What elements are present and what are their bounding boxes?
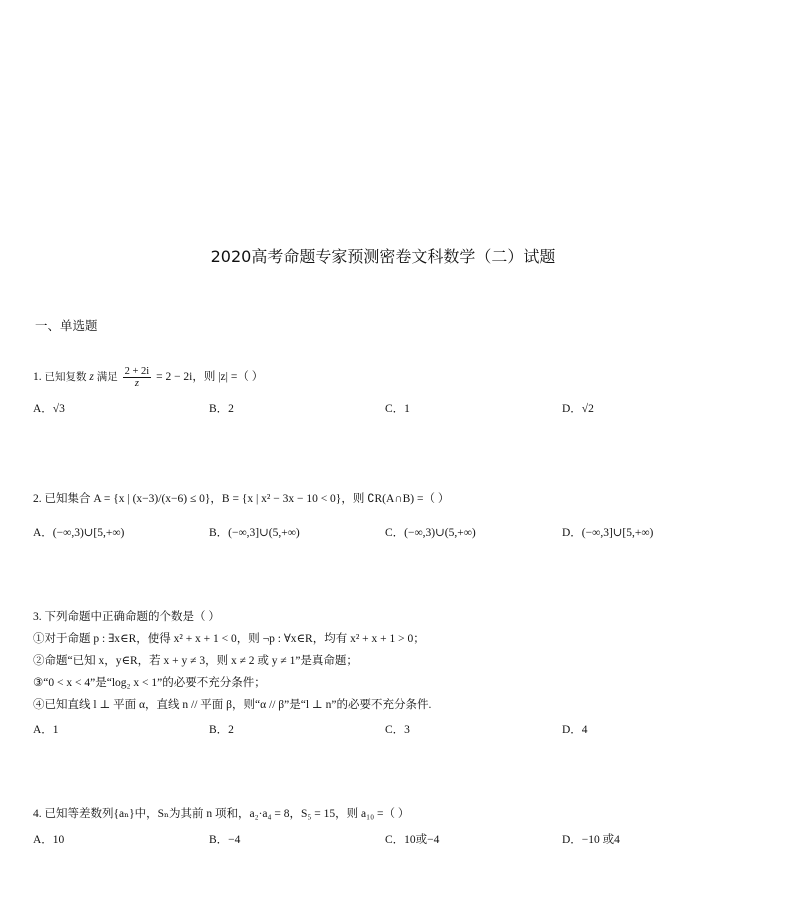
- fraction: $\frac{2 + 2i}{z}$: [124, 366, 150, 389]
- option-c: C．(−∞,3)∪(5,+∞): [385, 527, 476, 539]
- option-a: A．1: [33, 724, 59, 736]
- question-1-stem: 1. 已知复数 z 满足 $\frac{2 + 2i}{z}$ = 2 − 2i，则 |z| =（ ）: [33, 366, 264, 389]
- section-heading: 一、单选题: [35, 318, 98, 333]
- question-4-stem: 4. 已知等差数列{aₙ}中，Sₙ为其前 n 项和，a₂·a₄ = 8，S₅ = 15，则 a₁₀ =（ ）: [33, 808, 410, 820]
- option-d: D．−10 或4: [562, 834, 620, 846]
- question-2-stem: 2. 已知集合 A = {x | (x−3)/(x−6) ≤ 0}，B = {x | x² − 3x − 10 < 0}，则 ∁R(A∩B) =（ ）: [33, 493, 450, 505]
- option-c: C．1: [385, 403, 410, 415]
- option-b: B．−4: [209, 834, 241, 846]
- option-c: C．10或−4: [385, 834, 440, 846]
- statement-1: ①对于命题 p : ∃x∈R，使得 x² + x + 1 < 0，则 ¬p : ∀x∈R，均有 x² + x + 1 > 0；: [33, 633, 425, 645]
- option-a: A．(−∞,3)∪[5,+∞): [33, 527, 125, 539]
- option-b: B．2: [209, 403, 234, 415]
- statement-4: ④已知直线 l ⊥ 平面 α，直线 n // 平面 β，则“α // β”是“l ⊥ n”的必要不充分条件.: [33, 699, 432, 711]
- statement-3: ③“0 < x < 4”是“log₂ x < 1”的必要不充分条件；: [33, 677, 266, 689]
- option-b: B．2: [209, 724, 234, 736]
- option-d: D．√2: [562, 403, 594, 415]
- option-a: A．√3: [33, 403, 65, 415]
- document-title: 2020高考命题专家预测密卷文科数学（二）试题: [210, 247, 556, 266]
- question-3-stem: [33, 606, 431, 716]
- option-b: B．(−∞,3]∪(5,+∞): [209, 527, 300, 539]
- option-d: D．4: [562, 724, 588, 736]
- option-a: A．10: [33, 834, 65, 846]
- option-c: C．3: [385, 724, 410, 736]
- statement-2: ②命题“已知 x，y∈R，若 x + y ≠ 3，则 x ≠ 2 或 y ≠ 1”是真命题；: [33, 655, 358, 667]
- option-d: D．(−∞,3]∪[5,+∞): [562, 527, 654, 539]
- question-3-prompt: 3. 下列命题中正确命题的个数是（ ）: [33, 611, 220, 623]
